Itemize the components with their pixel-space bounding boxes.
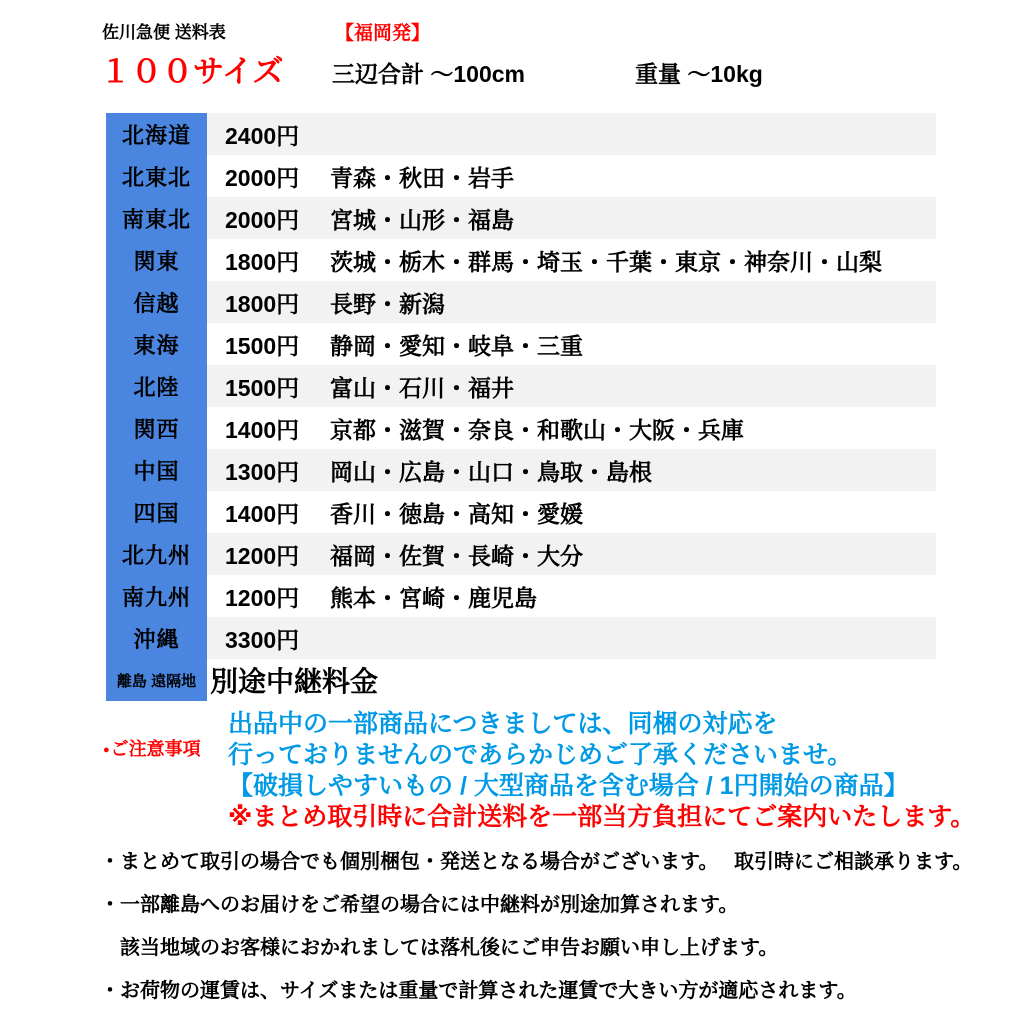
notice-label <box>103 735 201 761</box>
prefectures-cell: 熊本・宮崎・鹿児島 <box>330 584 537 611</box>
price-cell: 3300円 <box>225 626 300 653</box>
price-cell: 1400円 <box>225 500 300 527</box>
price-cell: 1800円 <box>225 248 300 275</box>
row-data <box>207 155 936 197</box>
price-cell: 1400円 <box>225 416 300 443</box>
table-row <box>106 449 936 491</box>
prefectures-cell: 京都・滋賀・奈良・和歌山・大阪・兵庫 <box>330 416 744 443</box>
price-cell: 2000円 <box>225 164 300 191</box>
row-data <box>207 239 936 281</box>
footnote-item: ・まとめて取引の場合でも個別梱包・発送となる場合がございます。 取引時にご相談承ります。 <box>100 851 973 873</box>
region-cell: 沖縄 <box>106 617 207 659</box>
region-cell: 南九州 <box>106 575 207 617</box>
row-data <box>207 197 936 239</box>
region-cell: 北九州 <box>106 533 207 575</box>
table-row <box>106 365 936 407</box>
region-cell: 北陸 <box>106 365 207 407</box>
prefectures-cell: 岡山・広島・山口・鳥取・島根 <box>330 458 652 485</box>
row-data <box>207 113 936 155</box>
price-cell: 1500円 <box>225 374 300 401</box>
footnote-item: ・一部離島へのお届けをご希望の場合には中継料が別途加算されます。 <box>100 894 739 916</box>
region-cell: 信越 <box>106 281 207 323</box>
table-row <box>106 491 936 533</box>
price-cell: 1200円 <box>225 584 300 611</box>
notice-line: 行っておりませんのであらかじめご了承くださいませ。 <box>228 741 853 769</box>
row-data <box>207 365 936 407</box>
row-data <box>207 659 936 701</box>
region-cell: 北東北 <box>106 155 207 197</box>
table-row <box>106 575 936 617</box>
region-cell: 四国 <box>106 491 207 533</box>
row-data <box>207 617 936 659</box>
footnote-item: 該当地域のお客様におかれましては落札後にご申告お願い申し上げます。 <box>100 937 779 959</box>
prefectures-cell: 宮城・山形・福島 <box>330 206 514 233</box>
prefectures-cell: 茨城・栃木・群馬・埼玉・千葉・東京・神奈川・山梨 <box>330 248 882 275</box>
table-row <box>106 323 936 365</box>
price-cell: 2400円 <box>225 122 300 149</box>
notice-label-text: ご注意事項 <box>110 739 201 759</box>
region-cell: 関東 <box>106 239 207 281</box>
row-data <box>207 491 936 533</box>
prefectures-cell: 福岡・佐賀・長崎・大分 <box>330 542 583 569</box>
weight-spec: 重量 ～10kg <box>635 61 763 87</box>
table-row <box>106 407 936 449</box>
region-cell: 北海道 <box>106 113 207 155</box>
origin-badge: 【福岡発】 <box>335 23 431 44</box>
price-cell: 1300円 <box>225 458 300 485</box>
region-cell: 中国 <box>106 449 207 491</box>
bullet-icon: ● <box>103 744 110 756</box>
table-row <box>106 659 936 701</box>
transit-fee-cell: 別途中継料金 <box>210 666 379 697</box>
dimensions-spec: 三辺合計 ～100cm <box>332 61 526 87</box>
size-label: １００サイズ <box>100 54 284 89</box>
rate-table <box>106 113 936 701</box>
prefectures-cell: 富山・石川・福井 <box>330 374 514 401</box>
row-data <box>207 533 936 575</box>
row-data <box>207 323 936 365</box>
notice-warning-line: ※まとめ取引時に合計送料を一部当方負担にてご案内いたします。 <box>228 803 976 831</box>
region-cell: 南東北 <box>106 197 207 239</box>
prefectures-cell: 青森・秋田・岩手 <box>330 164 514 191</box>
footnotes-section <box>100 851 972 1023</box>
price-cell: 1200円 <box>225 542 300 569</box>
region-cell: 関西 <box>106 407 207 449</box>
price-cell: 1500円 <box>225 332 300 359</box>
notice-line: 【破損しやすいもの / 大型商品を含む場合 / 1円開始の商品】 <box>228 772 909 800</box>
price-cell: 2000円 <box>225 206 300 233</box>
prefectures-cell: 長野・新潟 <box>330 290 445 317</box>
notice-line: 出品中の一部商品につきましては、同梱の対応を <box>228 710 778 738</box>
table-row <box>106 239 936 281</box>
row-data <box>207 407 936 449</box>
row-data <box>207 575 936 617</box>
table-row <box>106 155 936 197</box>
region-cell: 離島 遠隔地 <box>106 659 207 701</box>
notice-section <box>228 709 975 833</box>
row-data <box>207 449 936 491</box>
row-data <box>207 281 936 323</box>
footnote-item: ・お荷物の運賃は、サイズまたは重量で計算された運賃で大きい方が適応されます。 <box>100 980 857 1002</box>
table-row <box>106 617 936 659</box>
page-title: 佐川急便 送料表 <box>102 23 226 42</box>
region-cell: 東海 <box>106 323 207 365</box>
table-row <box>106 197 936 239</box>
prefectures-cell: 静岡・愛知・岐阜・三重 <box>330 332 583 359</box>
table-row <box>106 281 936 323</box>
table-row <box>106 533 936 575</box>
table-row <box>106 113 936 155</box>
price-cell: 1800円 <box>225 290 300 317</box>
prefectures-cell: 香川・徳島・高知・愛媛 <box>330 500 583 527</box>
